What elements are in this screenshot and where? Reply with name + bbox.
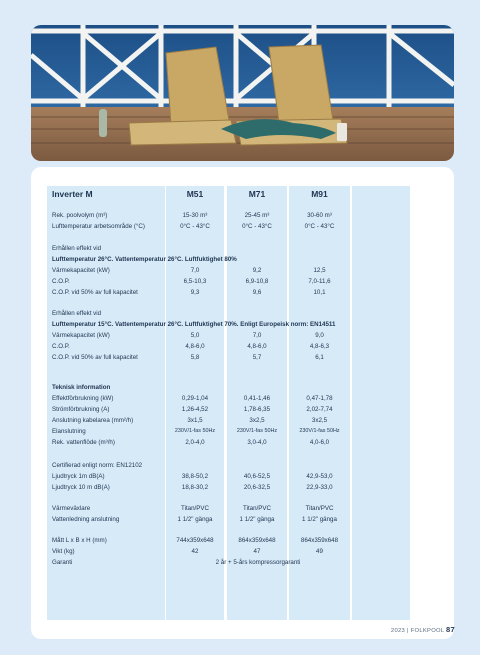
section-intro-text: Erhållen effekt vid [52, 310, 102, 317]
section-intro [0, 460, 480, 471]
cell-m91: 22,9-33,0 [306, 484, 333, 491]
cell-m71: 7,0 [252, 332, 262, 339]
cell-m51: 7,0 [190, 267, 200, 274]
cell-m71: 4,8-6,0 [247, 343, 267, 350]
table-header [0, 188, 480, 199]
row-label: Värmekapacitet (kW) [52, 267, 110, 274]
cell-m71: 9,2 [252, 267, 262, 274]
row-label: Garanti [52, 559, 73, 566]
cell-m51: 18,8-30,2 [181, 484, 209, 491]
row-label: Ljudtryck 10 m dB(A) [52, 484, 110, 491]
footer-brand: FOLKPOOL [410, 628, 445, 634]
table-row [0, 535, 480, 546]
row-label: Vattenledning anslutning [52, 516, 120, 523]
table-row [0, 276, 480, 287]
row-label: Mått L x B x H (mm) [52, 537, 107, 544]
section-heading-text: Lufttemperatur 15°C. Vattentemperatur 26°C. Luftfuktighet 70%. Enligt Europeisk norm: EN14511 [52, 321, 336, 328]
cell-m71: 230V/1-fas 50Hz [236, 428, 278, 434]
cell-m71: 864x359x648 [238, 537, 276, 544]
section-heading [0, 254, 480, 265]
table-row [0, 557, 480, 568]
section-heading-text: Teknisk information [52, 384, 111, 391]
cell-m51: 38,8-50,2 [181, 473, 209, 480]
table-row [0, 415, 480, 426]
row-label: Värmeväxlare [52, 505, 91, 512]
cell-m71: 40,6-52,5 [243, 473, 271, 480]
table-row [0, 352, 480, 363]
row-label: Lufttemperatur arbetsområde (°C) [52, 223, 145, 230]
page-footer [300, 625, 455, 634]
cell-m91: 49 [316, 548, 323, 555]
cell-m71: 0,41-1,46 [243, 395, 271, 402]
table-row [0, 514, 480, 525]
table-row [0, 210, 480, 221]
hero-photo [31, 25, 454, 161]
table-row [0, 404, 480, 415]
table-row [0, 265, 480, 276]
table-row [0, 437, 480, 448]
cell-m51: 6,5-10,3 [183, 278, 207, 285]
cell-m71: 0°C - 43°C [242, 223, 272, 230]
cell-m51: 1,26-4,52 [181, 406, 209, 413]
cell-m91: 230V/1-fas 50Hz [299, 428, 340, 434]
section-intro [0, 308, 480, 319]
cell-m71: 3x2,5 [249, 417, 265, 424]
cell-m91: 3x2,5 [311, 417, 328, 424]
row-label: C.O.P. vid 50% av full kapacitet [52, 354, 138, 361]
cell-m51: 1 1/2" gänga [177, 516, 213, 523]
cell-m51: 3x1,5 [187, 417, 203, 424]
section-intro-text: Certifierad enligt norm: EN12102 [52, 462, 143, 469]
cell-m71: 1 1/2" gänga [239, 516, 275, 523]
cell-m71: Titan/PVC [243, 505, 271, 512]
row-label: C.O.P. vid 50% av full kapacitet [52, 289, 138, 296]
section-heading [0, 319, 480, 330]
table-row [0, 482, 480, 493]
row-label: C.O.P. [52, 278, 70, 285]
cell-m51: 744x359x648 [176, 537, 214, 544]
row-label: Ljudtryck 1m dB(A) [52, 473, 105, 480]
cell-m51: 230V/1-fas 50Hz [174, 428, 216, 434]
cell-m91: 42,9-53,0 [306, 473, 333, 480]
section-intro-text: Erhållen effekt vid [52, 245, 102, 252]
footer-separator: | [406, 628, 409, 634]
cell-m71: 9,6 [252, 289, 262, 296]
page-number: 87 [446, 625, 455, 634]
row-label: Rek. vattenflöde (m³/h) [52, 439, 115, 446]
table-row [0, 471, 480, 482]
cell-m91: Titan/PVC [305, 505, 334, 512]
row-label: Rek. poolvolym (m³) [52, 212, 108, 219]
cell-m51: Titan/PVC [181, 505, 209, 512]
cell-m51: 4,8-6,0 [185, 343, 205, 350]
cell-m91: 0°C - 43°C [304, 223, 335, 230]
row-label: Värmekapacitet (kW) [52, 332, 110, 339]
cell-m51: 15-30 m³ [182, 212, 208, 219]
cell-m51: 9,3 [190, 289, 200, 296]
section-heading-text: Lufttemperatur 26°C. Vattentemperatur 26°C. Luftfuktighet 80% [52, 256, 237, 263]
row-label: C.O.P. [52, 343, 70, 350]
cell-m91: 4,8-6,3 [309, 343, 330, 350]
cell-m71: 3,0-4,0 [247, 439, 267, 446]
section-intro [0, 243, 480, 254]
cell-m91: 10,1 [313, 289, 326, 296]
cell-m71: 5,7 [252, 354, 262, 361]
cell-m91: 12,5 [313, 267, 326, 274]
cell-m51: 5,0 [190, 332, 200, 339]
cell-m91: 864x359x648 [300, 537, 339, 544]
table-row [0, 393, 480, 404]
cell-m91: 2,02-7,74 [306, 406, 333, 413]
cell-m51: 5,8 [190, 354, 200, 361]
table-row [0, 330, 480, 341]
cell-m71: 1,78-6,35 [243, 406, 271, 413]
cell-m91: 7,0-11,6 [308, 278, 331, 285]
row-label: Vikt (kg) [52, 548, 75, 555]
cell-m91: 6,1 [315, 354, 324, 361]
cell-m51: 0°C - 43°C [180, 223, 210, 230]
model-label: Inverter M [52, 189, 93, 199]
section-heading [0, 382, 480, 393]
model-m71: M71 [248, 189, 266, 199]
cell-m91: 0,47-1,78 [306, 395, 333, 402]
cell-m51: 42 [191, 548, 199, 555]
table-row [0, 287, 480, 298]
cell-m71: 25-45 m³ [244, 212, 270, 219]
row-label: Strömförbrukning (A) [52, 406, 110, 413]
cell-m91: 9,0 [315, 332, 324, 339]
cell-m71: 20,6-32,5 [243, 484, 271, 491]
footer-year: 2023 [390, 628, 406, 634]
cell-m71: 47 [253, 548, 261, 555]
cell-m91: 4,0-6,0 [309, 439, 330, 446]
model-m51: M51 [186, 189, 204, 199]
cell-m51: 2,0-4,0 [185, 439, 205, 446]
cell-m51: 0,29-1,04 [181, 395, 209, 402]
cell-m91: 1 1/2" gänga [302, 516, 337, 523]
warranty-value: 2 år + 5-års kompressorgaranti [215, 559, 301, 566]
row-label: Effektförbrukning (kW) [52, 395, 114, 402]
table-row [0, 503, 480, 514]
row-label: Elanslutning [52, 428, 86, 435]
table-row [0, 341, 480, 352]
table-row [0, 426, 480, 437]
model-m91: M91 [311, 189, 328, 199]
cell-m91: 30-60 m³ [307, 212, 332, 219]
cell-m71: 6,9-10,8 [245, 278, 269, 285]
table-row [0, 546, 480, 557]
table-row [0, 221, 480, 232]
row-label: Anslutning kabelarea (mm²/h) [52, 417, 134, 424]
